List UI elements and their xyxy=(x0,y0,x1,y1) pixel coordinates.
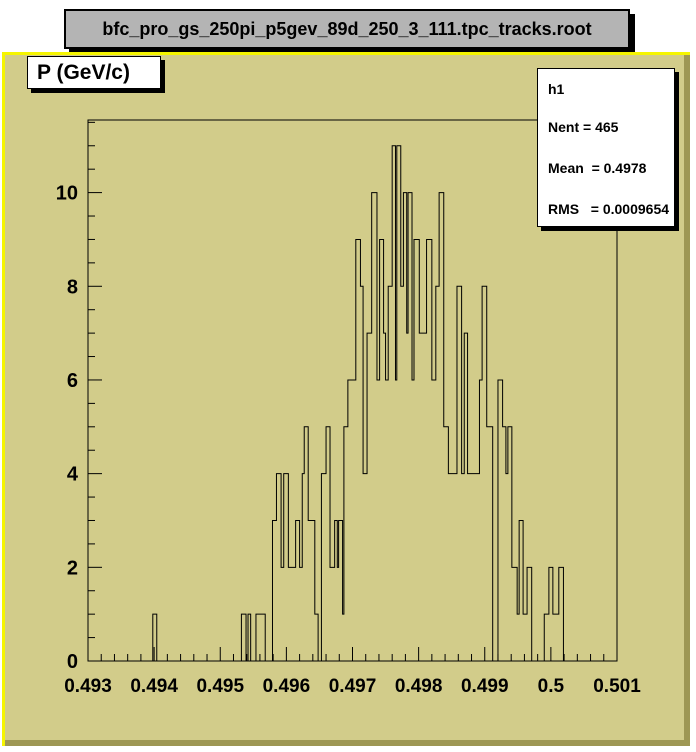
stats-box[interactable] xyxy=(537,68,675,227)
x-tick-label: 0.497 xyxy=(328,676,377,697)
x-tick-label: 0.498 xyxy=(394,676,443,697)
stats-mean: Mean = 0.4978 xyxy=(548,160,647,176)
y-tick-label: 2 xyxy=(66,557,78,580)
title-box[interactable] xyxy=(64,9,630,49)
title-text: bfc_pro_gs_250pi_p5gev_89d_250_3_111.tpc_tracks.root xyxy=(102,18,592,39)
x-tick-label: 0.496 xyxy=(262,676,311,697)
x-tick-label: 0.5 xyxy=(537,676,565,697)
x-tick-label: 0.501 xyxy=(593,676,641,697)
y-tick-label: 8 xyxy=(66,276,78,299)
y-tick-label: 0 xyxy=(66,651,78,673)
canvas-bevel-top xyxy=(2,52,690,55)
x-tick-label: 0.493 xyxy=(64,676,112,697)
stats-hist-name: h1 xyxy=(548,81,565,97)
canvas-bevel-left xyxy=(2,52,5,746)
x-tick-label: 0.494 xyxy=(130,676,178,697)
histogram-title-text: P (GeV/c) xyxy=(37,60,130,84)
y-tick-label: 4 xyxy=(66,463,78,486)
x-tick-label: 0.495 xyxy=(196,676,245,697)
y-tick-label: 10 xyxy=(55,182,78,205)
stats-entries: Nent = 465 xyxy=(548,119,619,135)
histogram-title-box[interactable] xyxy=(27,56,161,89)
y-tick-label: 6 xyxy=(66,369,78,392)
x-tick-label: 0.499 xyxy=(460,676,509,697)
stats-rms: RMS = 0.0009654 xyxy=(548,201,670,217)
canvas-bevel-right xyxy=(684,55,690,746)
canvas-bevel-bottom xyxy=(5,740,690,746)
root-canvas xyxy=(2,52,690,746)
